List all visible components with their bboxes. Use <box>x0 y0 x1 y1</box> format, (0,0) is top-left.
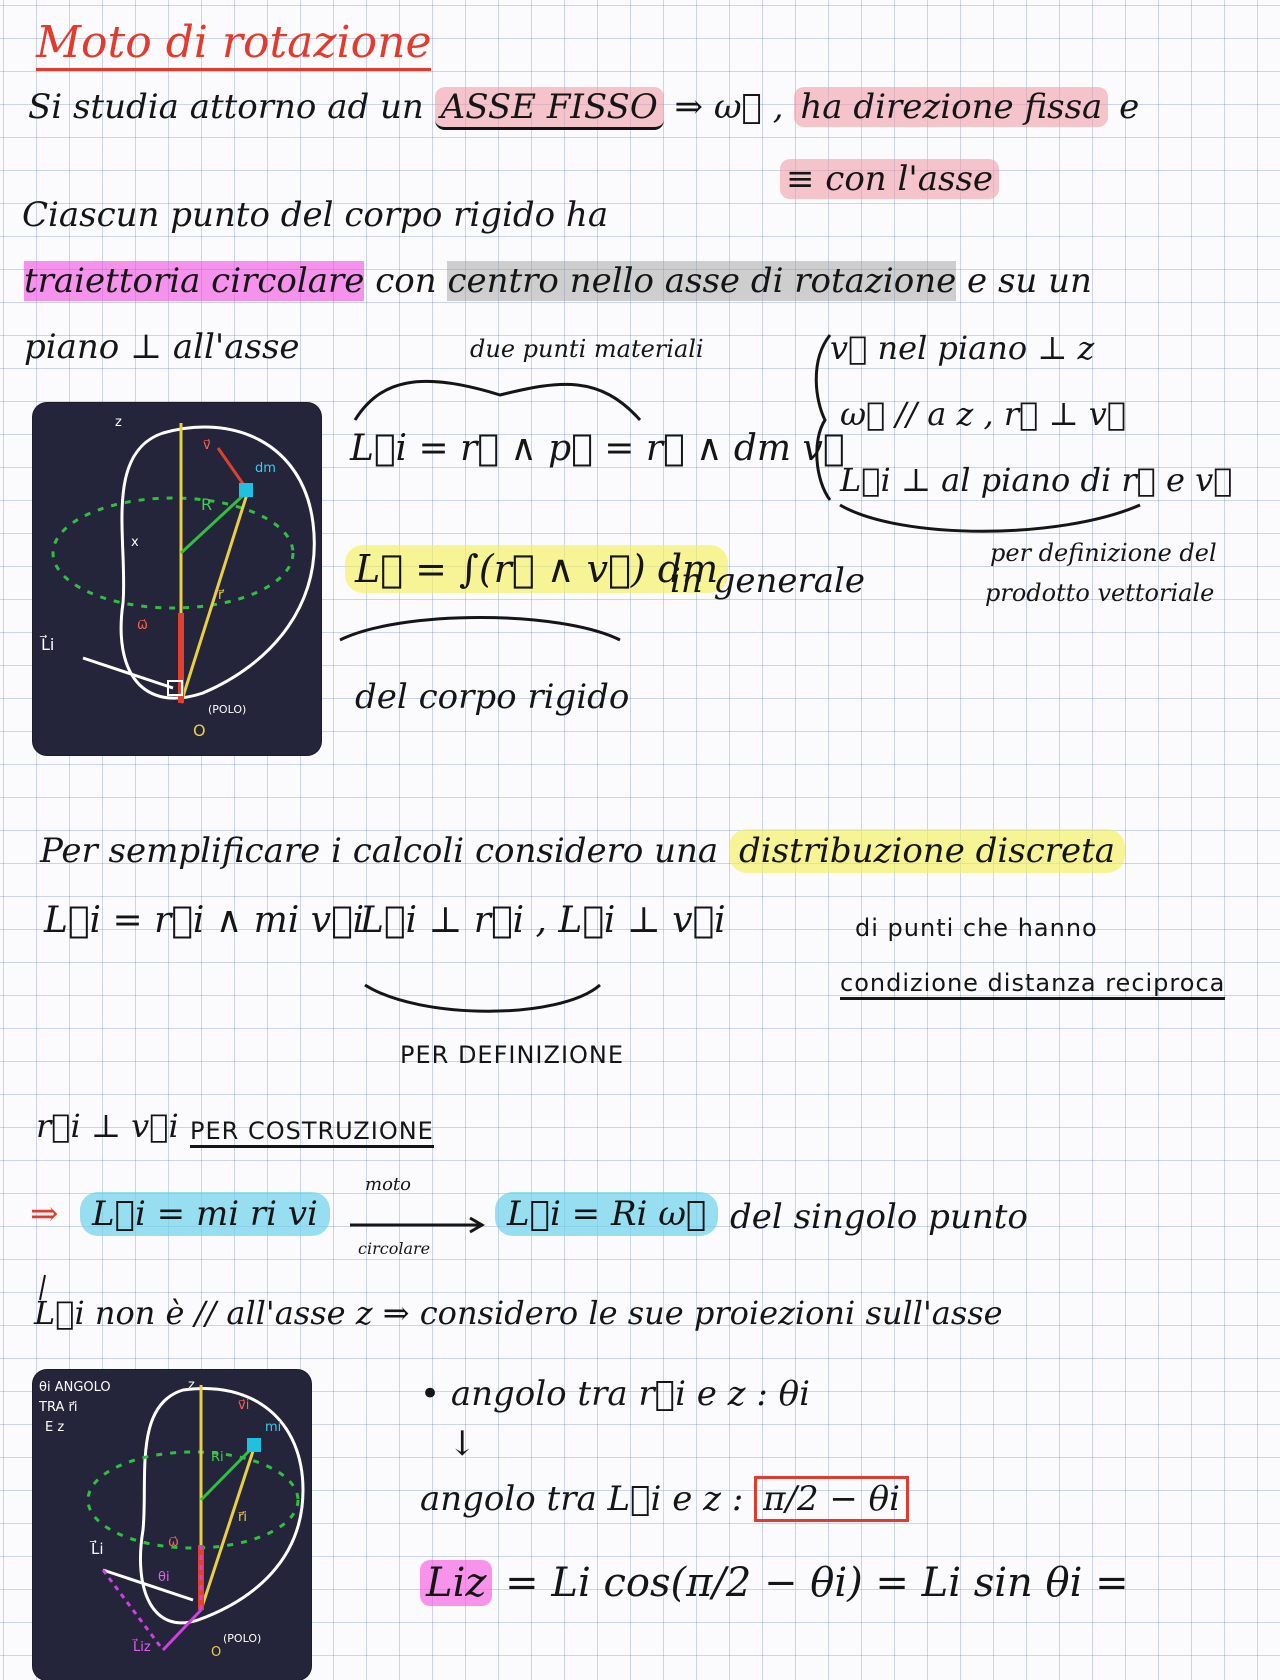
photo2-label-z: z <box>188 1378 195 1393</box>
photo1-label-v: v⃗ <box>203 438 211 453</box>
photo2-note-c: E z <box>45 1420 65 1435</box>
line-1-e: e <box>1119 87 1140 127</box>
system-line-3: L⃗i ⊥ al piano di r⃗ e v⃗ <box>840 461 1233 499</box>
line-1 <box>28 88 1139 127</box>
line-1-omega: ⇒ ω⃗ , <box>674 87 784 127</box>
formula-Li-Rw: L⃗i = Ri ω⃗ <box>495 1195 718 1234</box>
line-1-a: Si studia attorno ad un <box>28 87 424 127</box>
section2-note-2: condizione distanza reciproca <box>840 970 1225 998</box>
photo2-label-vi: v⃗i <box>238 1398 250 1413</box>
section2-line-1 <box>40 832 1125 871</box>
photo1-label-x: x <box>131 535 139 550</box>
photo1-label-R: R <box>201 495 213 514</box>
photo2-label-omega: ω⃗ <box>168 1535 179 1550</box>
bullet-angle-Li-a: angolo tra L⃗i e z : <box>420 1479 744 1519</box>
line-4 <box>24 262 1092 301</box>
page-title: Moto di rotazione <box>36 18 431 69</box>
photo1-label-Li: L⃗i <box>41 635 55 654</box>
photo2-label-polo: (POLO) <box>223 1632 262 1645</box>
formula-Li-mrv: L⃗i = mi ri vi <box>80 1195 330 1234</box>
bullet-angle-Li <box>420 1480 909 1519</box>
photo2-label-Li: L⃗i <box>91 1540 104 1558</box>
section2-projection-line: L⃗i non è // all'asse z ⇒ considero le sue proiezioni sull'asse <box>34 1294 1003 1332</box>
line-4-con: con <box>375 261 437 301</box>
photo1-label-O: O <box>193 721 206 740</box>
photo1-label-polo: (POLO) <box>208 703 247 716</box>
photo1-label-omega: ω⃗ <box>137 618 148 633</box>
formula-L-sub: del corpo rigido <box>355 677 630 717</box>
bullet-angle-Li-box: π/2 − θi <box>754 1476 909 1522</box>
line-5: piano ⊥ all'asse <box>24 327 300 367</box>
photo1-label-r: r⃗ <box>218 588 224 603</box>
photo2-label-Ri: Ri <box>211 1450 224 1465</box>
section2-line-1-a: Per semplificare i calcoli considero una <box>40 831 719 871</box>
line-1-asse-fisso: ASSE FISSO <box>435 87 664 130</box>
system-note-1: per definizione del <box>990 539 1217 567</box>
line-1-direzione: ha direzione fissa <box>794 87 1108 127</box>
rigid-body-photo-2 <box>33 1370 311 1680</box>
formula-Li-discrete: L⃗i = r⃗i ∧ mi v⃗i <box>44 900 365 941</box>
photo2-label-mi: mi <box>265 1420 282 1435</box>
formula-Li-perp: L⃗i ⊥ r⃗i , L⃗i ⊥ v⃗i <box>360 900 726 941</box>
formula-L-integral: L⃗ = ∫(r⃗ ∧ v⃗) dm <box>345 548 728 592</box>
formula-Liz-rest: = Li cos(π/2 − θi) = Li sin θi = <box>505 1560 1129 1606</box>
line-4-traiettoria: traiettoria circolare <box>24 261 365 301</box>
formula-L-note: in generale <box>670 561 866 601</box>
moto-label: moto <box>365 1174 411 1195</box>
photo2-label-Liz: L⃗iz <box>133 1640 151 1655</box>
rigid-body-photo-1 <box>33 403 321 755</box>
line-2: ≡ con l'asse <box>780 160 999 199</box>
line-5-note: due punti materiali <box>470 335 704 363</box>
photo2-label-O: O <box>211 1645 222 1660</box>
formula-ri-perp-note: PER COSTRUZIONE <box>190 1118 434 1146</box>
photo1-label-z: z <box>115 415 122 430</box>
formula-Liz <box>420 1560 1129 1606</box>
photo2-label-theta: θi <box>158 1570 170 1585</box>
formula-Li: L⃗i = r⃗ ∧ p⃗ = r⃗ ∧ dm v⃗ <box>350 428 845 469</box>
photo1-label-dm: dm <box>255 461 276 476</box>
formula-Liz-label: Liz <box>420 1560 492 1606</box>
circolare-label: circolare <box>358 1239 431 1258</box>
system-line-1: v⃗ nel piano ⊥ z <box>830 329 1095 367</box>
bullet-arrow: ↓ <box>448 1424 477 1464</box>
rigid-body-diagram-1 <box>33 403 321 755</box>
line-3: Ciascun punto del corpo rigido ha <box>22 195 609 235</box>
system-note-2: prodotto vettoriale <box>985 579 1215 607</box>
formula-Li-perp-note: PER DEFINIZIONE <box>400 1041 625 1069</box>
photo2-note-a: θi ANGOLO <box>39 1380 111 1395</box>
implies-arrow: ⇒ <box>30 1194 59 1234</box>
photo2-note-b: TRA r⃗i <box>39 1400 78 1415</box>
bullet-angle-ri: • angolo tra r⃗i e z : θi <box>420 1374 811 1414</box>
section2-note-1: di punti che hanno <box>855 914 1098 942</box>
rigid-body-diagram-2 <box>33 1370 311 1680</box>
formula-Li-Rw-note: del singolo punto <box>730 1197 1028 1237</box>
section2-distribuzione: distribuzione discreta <box>729 829 1125 873</box>
line-4-su-un: e su un <box>967 261 1092 301</box>
line-4-centro: centro nello asse di rotazione <box>447 261 957 301</box>
photo2-label-ri: r⃗i <box>238 1510 247 1525</box>
formula-ri-perp-vi: r⃗i ⊥ v⃗i <box>36 1107 179 1145</box>
system-line-2: ω⃗ // a z , r⃗ ⊥ v⃗ <box>840 395 1127 433</box>
